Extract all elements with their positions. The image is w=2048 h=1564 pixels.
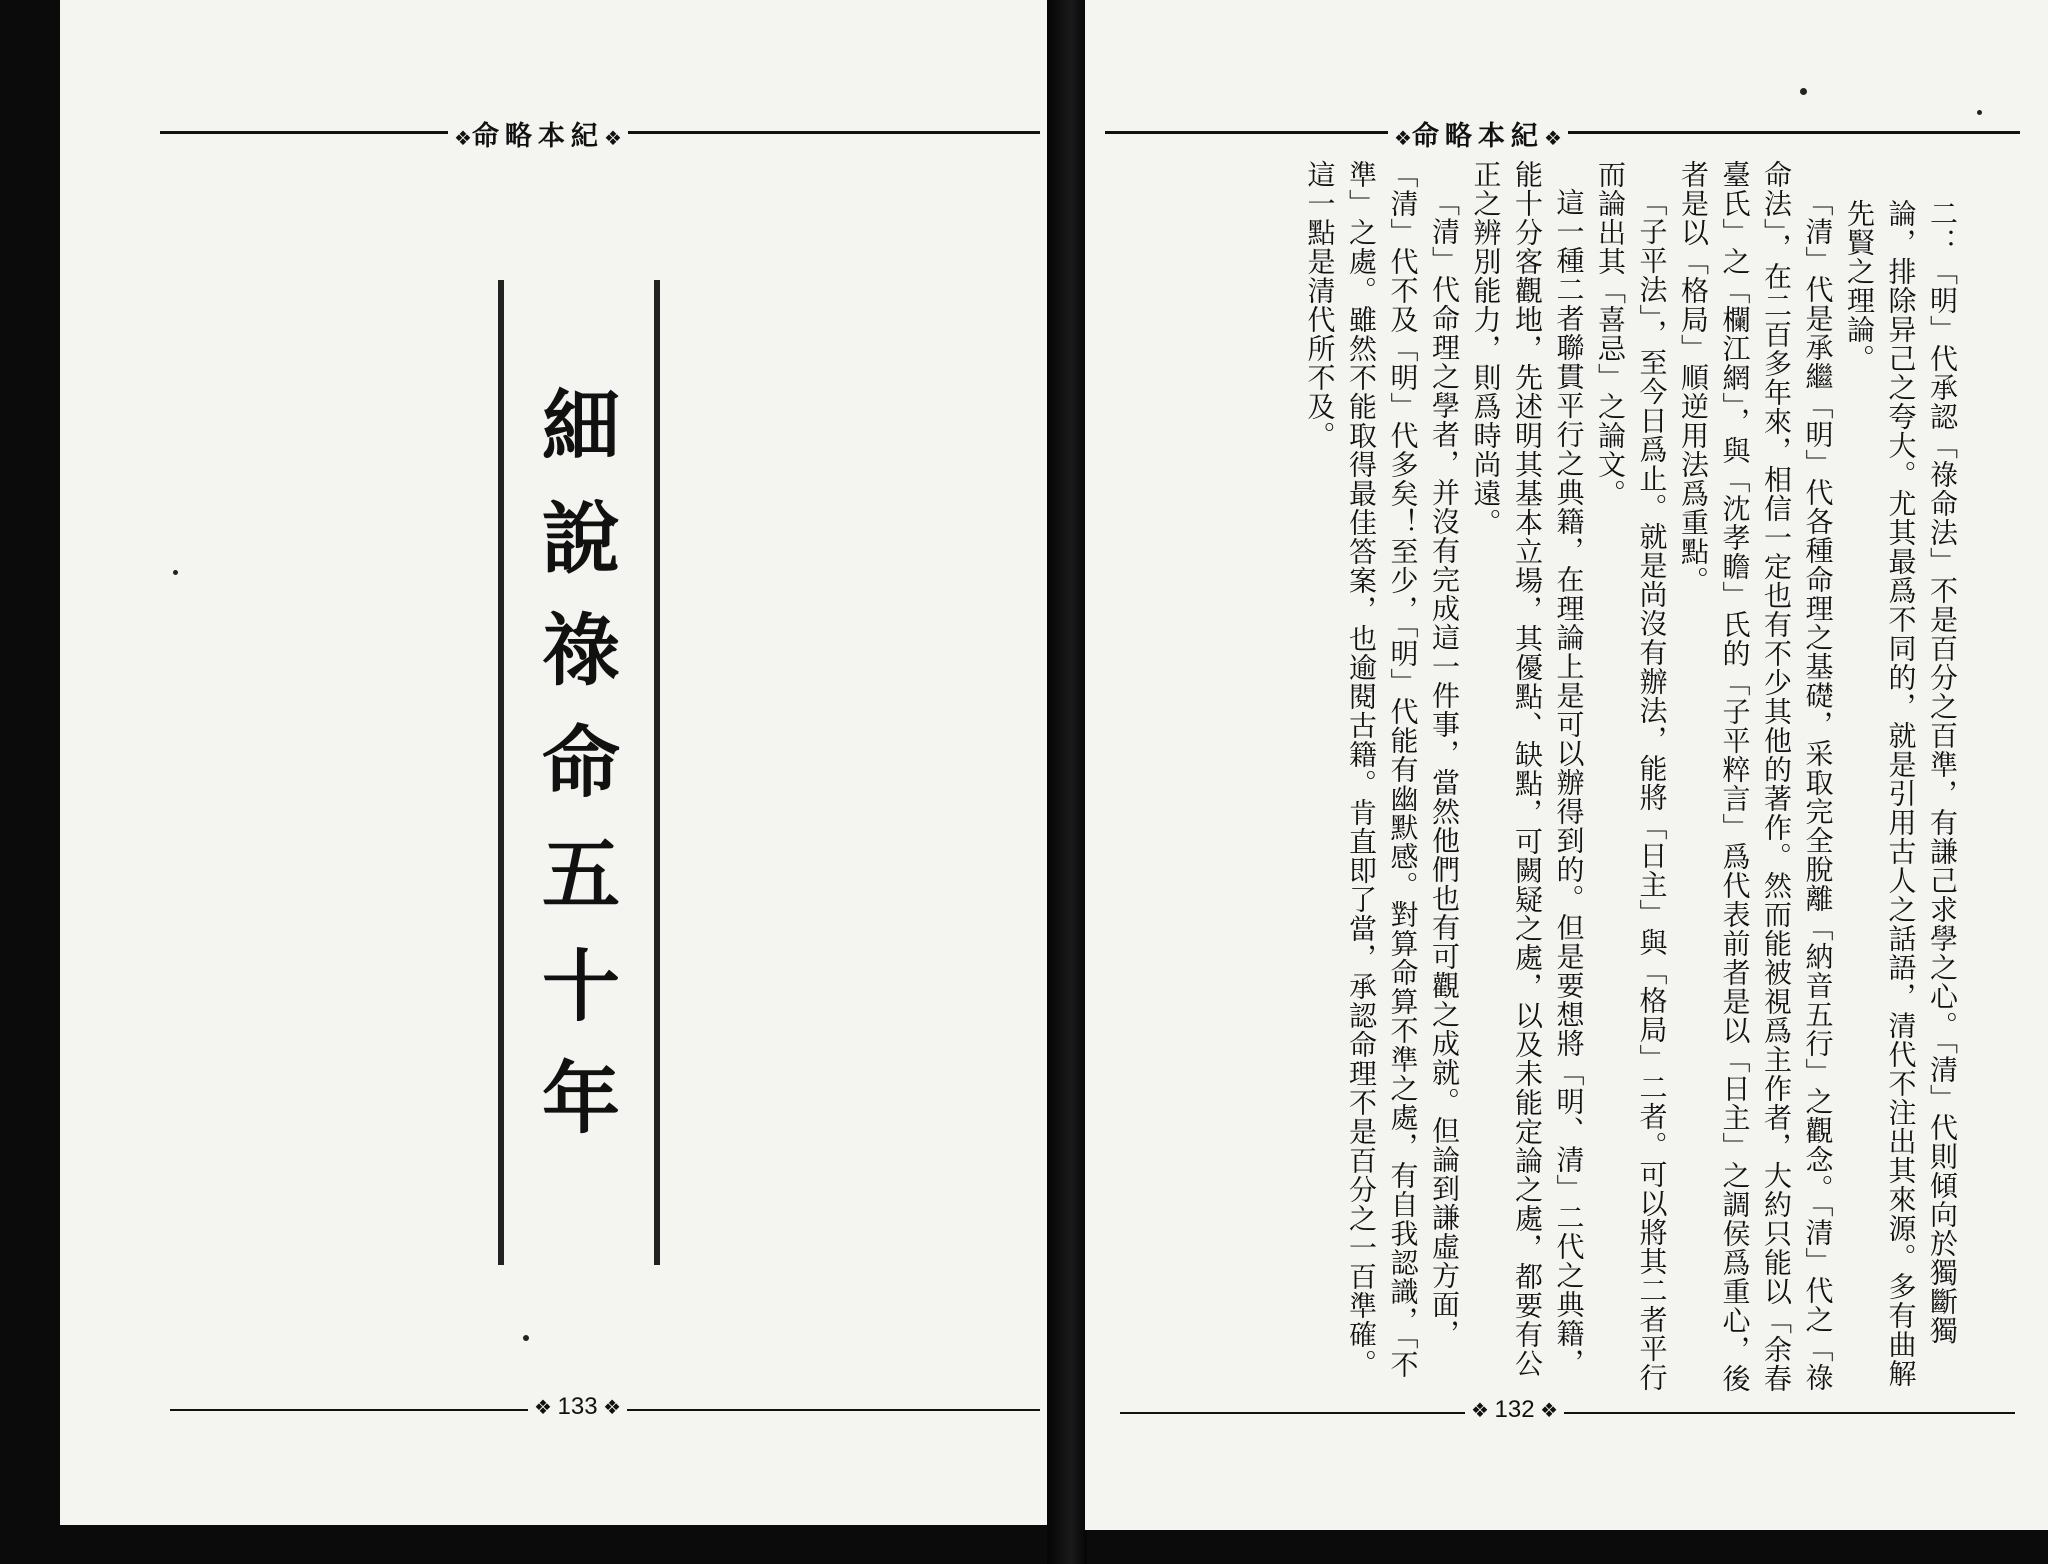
body-text <box>1093 160 1963 1400</box>
ornament-icon: ❖ <box>1543 126 1562 150</box>
left-page <box>60 0 1050 1525</box>
title-frame-left-line <box>498 280 504 1265</box>
paragraph: 「子平法」，至今日爲止。就是尚沒有辦法，能將「日主」與「格局」二者。可以將其二者平行而論出其「喜忌」之論文。 <box>1594 160 1669 1392</box>
paragraph: 這一種二者聯貫平行之典籍，在理論上是可以辦得到的。但是要想將「明、清」二代之典籍，能十分客觀地，先述明其基本立場，其優點、缺點，可闕疑之處，以及未能定論之處，都要有公正之辨別能力，則爲時尚遠。 <box>1469 160 1586 1378</box>
book-title: 細說祿命五十年 <box>529 385 620 1169</box>
header-title-text: 命略本紀 <box>1411 121 1544 152</box>
paragraph: 「清」代是承繼「明」代各種命理之基礎，采取完全脫離「納音五行」之觀念。「清」代之「祿命法」，在二百多年來，相信一定也有不少其他的著作。然而能被視爲主作者，大約只能以「余春臺氏」之「欄江網」，與「沈孝瞻」氏的「子平粹言」爲代表前者是以「日主」之調侯爲重心，後者是以「格局」順逆用法爲重點。 <box>1677 160 1835 1393</box>
ornament-icon: ❖ <box>603 126 622 150</box>
running-header <box>448 114 628 153</box>
ornament-icon: ❖ <box>534 1397 558 1419</box>
footer-rule <box>1120 1412 2015 1414</box>
ornament-icon: ❖ <box>1534 1400 1559 1422</box>
page-number <box>1465 1396 1564 1424</box>
paragraph: 二：「明」代承認「祿命法」不是百分之百準，有謙己求學之心。「清」代則傾向於獨斷獨論，排除异己之夸大。尤其最爲不同的，就是引用古人之話語，清代不注出其來源。多有曲解先賢之理論。 <box>1843 199 1959 1389</box>
page-number-value: 133 <box>557 1393 598 1420</box>
ornament-icon: ❖ <box>597 1397 622 1419</box>
print-speck <box>1977 110 1982 115</box>
paragraph: 「清」代命理之學者，并沒有完成這一件事，當然他們也有可觀之成就。但論到謙虛方面，「清」代不及「明」代多矣！至少，「明」代能有幽默感。對算命算不準之處，有自我認識，「不準」之處。雖然不能取得最佳答案，也逾閱古籍。肯直即了當，承認命理不是百分之一百準確。這一點是清代所不及。 <box>1303 160 1461 1379</box>
running-header <box>1388 114 1568 153</box>
print-speck <box>523 1335 529 1341</box>
print-speck <box>1800 88 1807 95</box>
book-spine <box>1047 0 1087 1564</box>
title-frame-right-line <box>654 280 660 1265</box>
page-number <box>528 1393 627 1421</box>
page-number-value: 132 <box>1494 1396 1535 1423</box>
ornament-icon: ❖ <box>454 126 472 150</box>
header-title-text: 命略本紀 <box>471 121 604 152</box>
ornament-icon: ❖ <box>1471 1400 1495 1422</box>
right-page <box>1085 0 2048 1530</box>
ornament-icon: ❖ <box>1394 126 1412 150</box>
print-speck <box>173 570 178 575</box>
